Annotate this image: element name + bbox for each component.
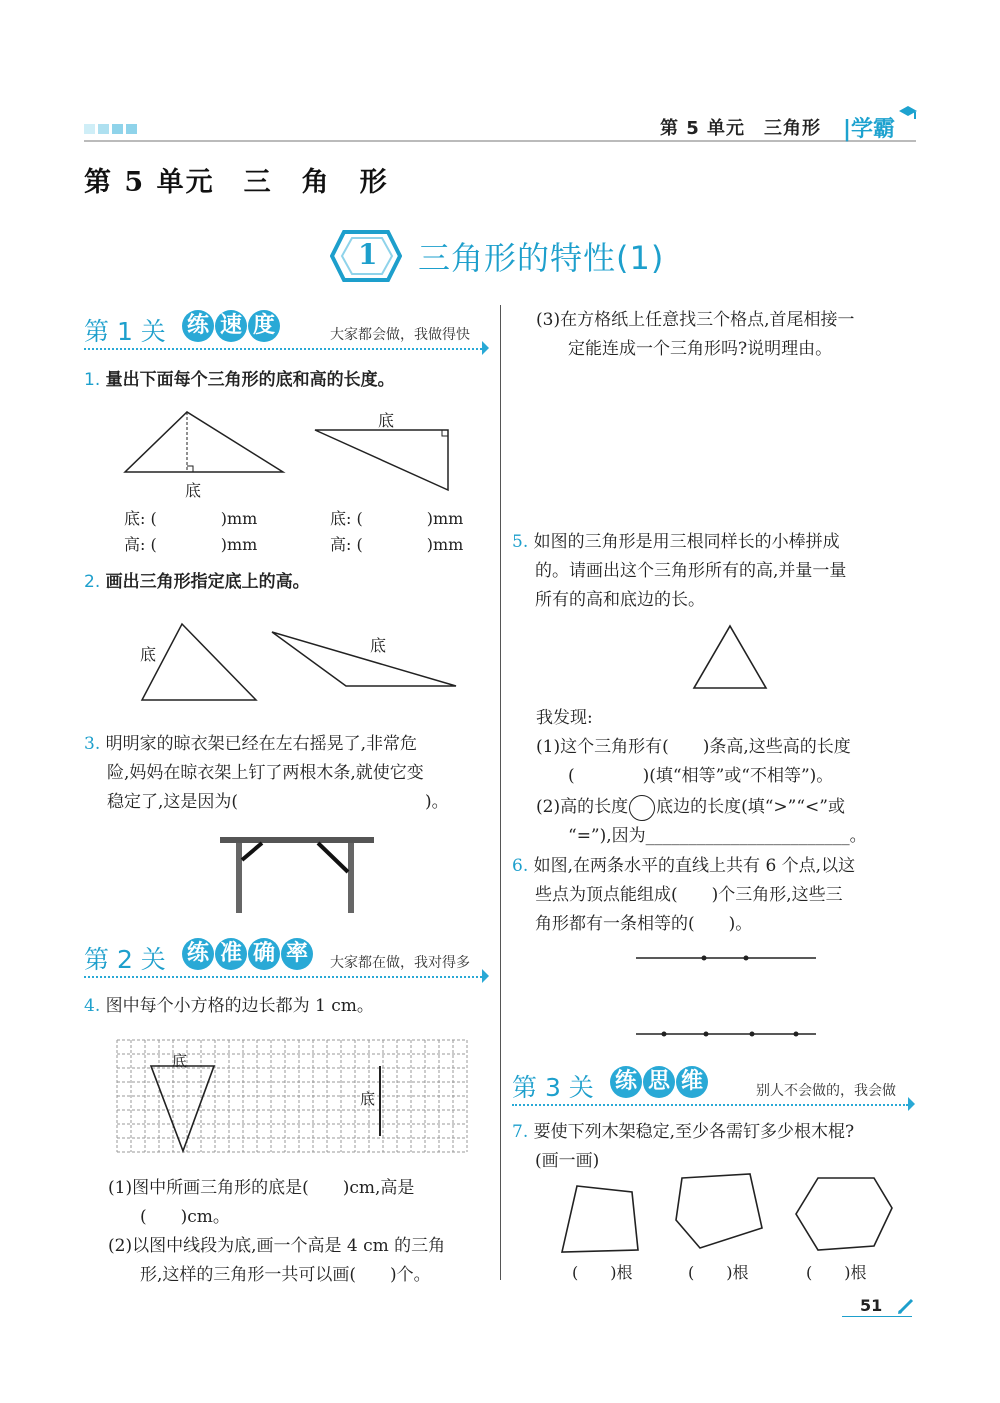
q1-answer-left xyxy=(124,506,257,558)
level-1-label: 第 1 关 xyxy=(84,317,166,346)
q-line: (3)在方格纸上任意找三个格点,首尾相接一 xyxy=(536,310,855,330)
q5-discover xyxy=(536,704,926,851)
lesson-number: 1 xyxy=(358,238,378,271)
q4-sub2-line: (2)以图中线段为底,画一个高是 4 cm 的三角 xyxy=(108,1236,446,1256)
q5-d2-text: (2)高的长度 xyxy=(536,797,629,817)
dotted-rule xyxy=(84,976,482,978)
question-number: 4. xyxy=(84,996,101,1016)
pill-char: 率 xyxy=(281,938,313,970)
q7-answer-1[interactable]: ( )根 xyxy=(572,1263,633,1282)
lesson-title: 三角形的特性(1) xyxy=(418,239,665,277)
pill-char: 练 xyxy=(182,938,214,970)
level-2-slogan: 大家都在做，我对得多 xyxy=(330,955,470,971)
question-4 xyxy=(84,992,374,1021)
arrow-icon xyxy=(482,341,489,355)
level-3-pill xyxy=(610,1066,708,1098)
header-unit-label: 第 5 单元 三角形 xyxy=(660,118,822,139)
q6-line: 如图,在两条水平的直线上共有 6 个点,以这 xyxy=(533,856,856,876)
wooden-frames-figure xyxy=(552,1170,902,1258)
question-1 xyxy=(84,366,395,395)
dotted-rule xyxy=(84,348,482,350)
pill-char: 思 xyxy=(643,1066,675,1098)
question-text: 图中每个小方格的边长都为 1 cm。 xyxy=(105,996,374,1016)
q7-line: 要使下列木架稳定,至少各需钉多少根木棍? xyxy=(533,1122,855,1142)
drying-rack-figure xyxy=(218,832,378,914)
q4-sub2-line: 形,这样的三角形一共可以画( )个。 xyxy=(140,1265,431,1285)
pill-char: 练 xyxy=(182,310,214,342)
q2-base-label-1: 底 xyxy=(140,645,157,664)
q4-base-label-2: 底 xyxy=(360,1090,376,1108)
level-2-label: 第 2 关 xyxy=(84,945,166,974)
q5-d2-line: “=”),因为________________________。 xyxy=(568,826,867,846)
question-6 xyxy=(512,852,922,939)
q1-base-blank[interactable]: 底: ( )mm xyxy=(124,509,258,528)
q4-sub1-line: ( )cm。 xyxy=(140,1207,230,1227)
arrow-icon xyxy=(482,969,489,983)
level-3-label: 第 3 关 xyxy=(512,1073,594,1102)
level-1-heading xyxy=(84,310,489,350)
q1-triangles-figure xyxy=(115,402,465,502)
q1-answer-right xyxy=(330,506,463,558)
q-line: 定能连成一个三角形吗?说明理由。 xyxy=(568,339,833,359)
pencil-icon xyxy=(896,1296,916,1316)
question-3 xyxy=(84,730,494,817)
question-7 xyxy=(512,1118,922,1176)
question-number: 2. xyxy=(84,572,101,592)
pill-char: 维 xyxy=(676,1066,708,1098)
question-number: 6. xyxy=(512,856,529,876)
level-2-heading xyxy=(84,938,489,978)
q3-line: 险,妈妈在晾衣架上钉了两根木条,就使它变 xyxy=(107,763,424,783)
question-number: 7. xyxy=(512,1122,529,1142)
question-number: 1. xyxy=(84,370,101,390)
q1-base-blank[interactable]: 底: ( )mm xyxy=(330,509,464,528)
question-5 xyxy=(512,528,922,615)
q7-answer-3[interactable]: ( )根 xyxy=(806,1263,867,1282)
q5-line: 的。请画出这个三角形所有的高,并量一量 xyxy=(535,561,847,581)
pill-char: 练 xyxy=(610,1066,642,1098)
pill-char: 准 xyxy=(215,938,247,970)
q3-line: 稳定了,这是因为( )。 xyxy=(107,792,449,812)
q1-height-blank[interactable]: 高: ( )mm xyxy=(330,535,464,554)
graduation-cap-icon xyxy=(897,104,919,120)
level-1-pill xyxy=(182,310,280,342)
q5-line: 如图的三角形是用三根同样长的小棒拼成 xyxy=(533,532,840,552)
level-2-pill xyxy=(182,938,313,970)
q4-sub1-line: (1)图中所画三角形的底是( )cm,高是 xyxy=(108,1178,415,1198)
q1-base-label-2: 底 xyxy=(378,411,395,430)
page-number: 51 xyxy=(860,1296,883,1315)
q5-d2-text: 底边的长度(填“>”“<”或 xyxy=(656,797,845,817)
q7-line: (画一画) xyxy=(535,1151,600,1171)
grid-paper-figure xyxy=(115,1038,475,1156)
header-rule xyxy=(84,140,916,142)
q4-sub-1 xyxy=(108,1174,498,1232)
header-decoration xyxy=(84,124,140,134)
q2-base-label-2: 底 xyxy=(370,636,387,655)
question-3-part-3 xyxy=(536,306,921,364)
dotted-rule xyxy=(512,1104,908,1106)
question-text: 画出三角形指定底上的高。 xyxy=(105,572,310,592)
arrow-icon xyxy=(908,1097,915,1111)
parallel-lines-points-figure xyxy=(630,950,822,1042)
q5-d1-line: (1)这个三角形有( )条高,这些高的长度 xyxy=(536,737,851,757)
q2-triangles-figure xyxy=(130,618,470,708)
level-3-slogan: 别人不会做的，我会做 xyxy=(756,1083,896,1099)
q7-answer-2[interactable]: ( )根 xyxy=(688,1263,749,1282)
question-2 xyxy=(84,568,310,597)
q4-base-label-1: 底 xyxy=(172,1052,188,1070)
pill-char: 速 xyxy=(215,310,247,342)
pill-char: 度 xyxy=(248,310,280,342)
q3-line: 明明家的晾衣架已经在左右摇晃了,非常危 xyxy=(105,734,418,754)
compare-circle-blank[interactable] xyxy=(629,795,655,821)
q4-sub-2 xyxy=(108,1232,498,1290)
q6-line: 些点为顶点能组成( )个三角形,这些三 xyxy=(535,885,843,905)
question-number: 5. xyxy=(512,532,529,552)
q1-base-label-1: 底 xyxy=(185,481,202,500)
question-text: 量出下面每个三角形的底和高的长度。 xyxy=(105,370,395,390)
q5-discover-label: 我发现: xyxy=(536,708,593,728)
q5-d1-line: ( )(填“相等”或“不相等”)。 xyxy=(568,766,834,786)
equilateral-triangle-figure xyxy=(690,622,772,692)
question-number: 3. xyxy=(84,734,101,754)
pill-char: 确 xyxy=(248,938,280,970)
level-3-heading xyxy=(512,1066,917,1106)
brand-logo: |学霸 xyxy=(843,117,896,142)
q1-height-blank[interactable]: 高: ( )mm xyxy=(124,535,258,554)
column-divider xyxy=(500,305,501,1280)
level-1-slogan: 大家都会做，我做得快 xyxy=(330,327,470,343)
unit-heading: 第 5 单元 三 角 形 xyxy=(84,167,389,198)
q6-line: 角形都有一条相等的( )。 xyxy=(535,914,753,934)
q5-line: 所有的高和底边的长。 xyxy=(535,590,705,610)
footer-rule xyxy=(842,1316,912,1317)
